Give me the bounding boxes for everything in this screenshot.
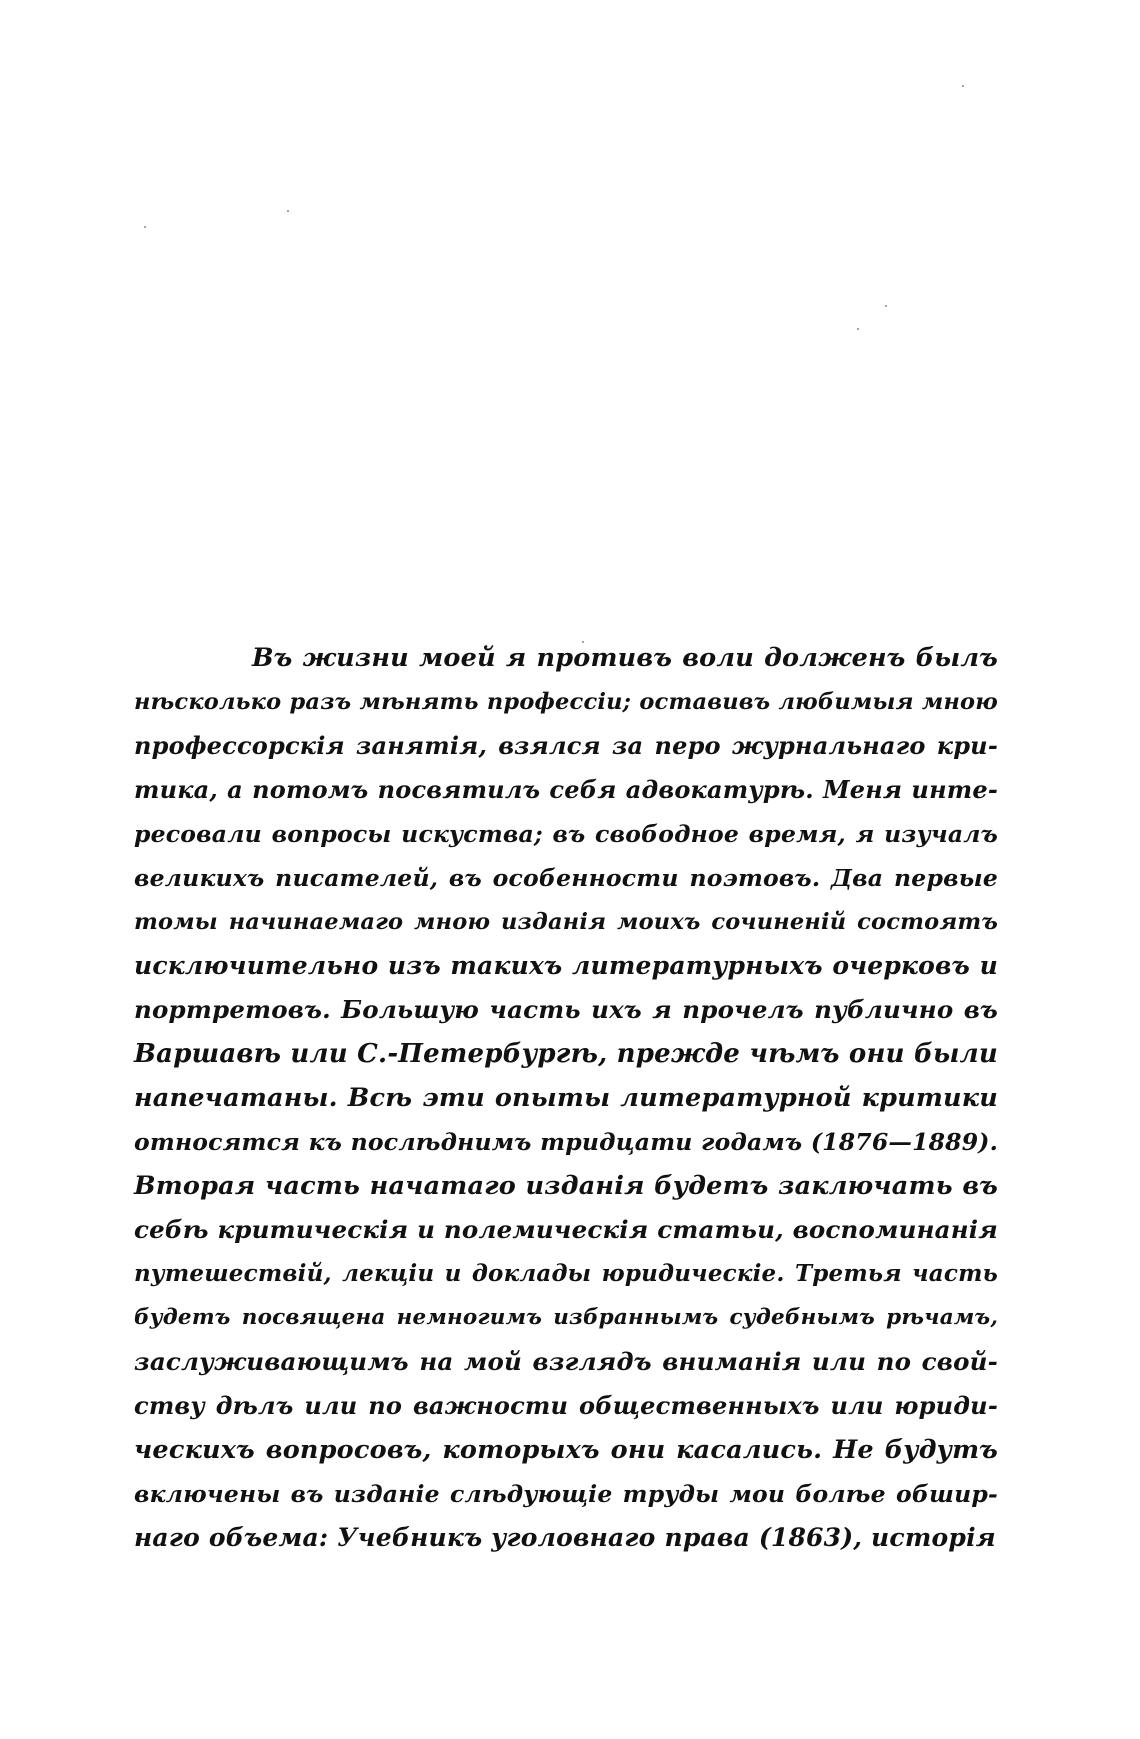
paragraph-line: ресовали вопросы искуства; въ свободное время, я изучалъ [134, 820, 998, 848]
paragraph-line: томы начинаемаго мною изданія моихъ сочиненій состоятъ [134, 909, 998, 935]
paper-speck [144, 226, 146, 228]
paragraph-line: нѣсколько разъ мѣнять профессіи; оставивъ любимыя мною [134, 689, 998, 715]
paragraph-line: Въ жизни моей я противъ воли долженъ былъ [252, 643, 998, 673]
paragraph-line: исключительно изъ такихъ литературныхъ очерковъ и [134, 951, 998, 980]
paper-speck [857, 328, 859, 330]
paragraph-line: путешествій, лекціи и доклады юридическіе. Третья часть [134, 1260, 998, 1287]
paragraph-line: ческихъ вопросовъ, которыхъ они касались. Не будутъ [134, 1435, 998, 1465]
paragraph-line: заслуживающимъ на мой взглядъ вниманія или по свой- [134, 1347, 998, 1376]
preface-paragraph [134, 636, 998, 1560]
paragraph-line: наго объема: Учебникъ уголовнаго права (1863), исторія [134, 1523, 996, 1552]
paragraph-line: профессорскія занятія, взялся за перо журнальнаго кри- [134, 731, 998, 760]
paper-speck [287, 210, 289, 212]
paper-speck [962, 85, 964, 87]
paragraph-line: великихъ писателей, въ особенности поэтовъ. Два первые [134, 864, 998, 892]
paragraph-line: будетъ посвящена немногимъ избраннымъ судебнымъ рѣчамъ, [134, 1305, 998, 1330]
paragraph-line: напечатаны. Всѣ эти опыты литературной критики [134, 1083, 998, 1113]
paragraph-line: включены въ изданіе слѣдующіе труды мои болѣе обшир- [134, 1480, 998, 1508]
paragraph-line: портретовъ. Большую часть ихъ я прочелъ публично въ [134, 995, 998, 1024]
paragraph-line: Вторая часть начатаго изданія будетъ заключать въ [134, 1171, 998, 1201]
paragraph-line: ству дѣлъ или по важности общественныхъ или юриди- [134, 1391, 998, 1420]
paragraph-line: себѣ критическія и полемическія статьи, воспоминанія [134, 1215, 998, 1244]
paper-speck [885, 305, 887, 307]
paragraph-line: Варшавѣ или С.-Петербургѣ, прежде чѣмъ они были [134, 1039, 998, 1069]
paragraph-line: тика, а потомъ посвятилъ себя адвокатурѣ. Меня инте- [134, 775, 998, 804]
paragraph-line: относятся къ послѣднимъ тридцати годамъ (1876—1889). [134, 1128, 998, 1156]
